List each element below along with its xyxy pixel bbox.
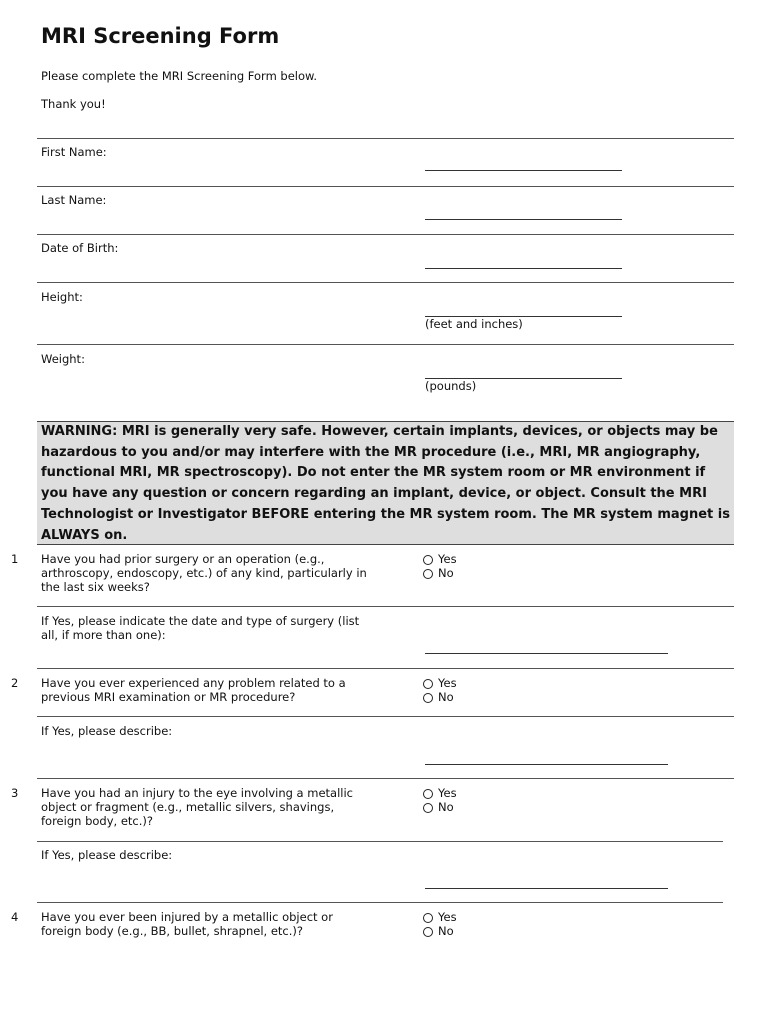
weight-unit: (pounds) xyxy=(425,379,477,393)
radio-icon[interactable] xyxy=(423,789,433,799)
q3-yes-option[interactable]: Yes xyxy=(423,786,457,800)
q2-yes-option[interactable]: Yes xyxy=(423,676,457,690)
question-4-text: Have you ever been injured by a metallic object or foreign body (e.g., BB, bullet, shrapnel, etc.)? xyxy=(41,910,333,938)
q4-no-option[interactable]: No xyxy=(423,924,454,938)
warning-box xyxy=(37,421,734,545)
height-unit: (feet and inches) xyxy=(425,317,523,331)
question-number: 3 xyxy=(11,786,19,800)
q1-yes-option[interactable]: Yes xyxy=(423,552,457,566)
question-2-text: Have you ever experienced any problem related to a previous MRI examination or MR procedure? xyxy=(41,676,346,704)
question-number: 2 xyxy=(11,676,19,690)
first-name-label: First Name: xyxy=(41,145,107,159)
page-title: MRI Screening Form xyxy=(41,24,280,48)
divider xyxy=(37,778,734,779)
divider xyxy=(37,186,734,187)
intro-text: Please complete the MRI Screening Form below. xyxy=(41,69,318,83)
divider xyxy=(37,841,723,842)
divider xyxy=(37,606,734,607)
dob-input[interactable] xyxy=(425,268,622,269)
divider xyxy=(37,716,734,717)
divider xyxy=(37,668,734,669)
question-3-text: Have you had an injury to the eye involving a metallic object or fragment (e.g., metallic silvers, shavings, foreign body, etc.)? xyxy=(41,786,354,828)
question-number: 4 xyxy=(11,910,19,924)
q3-followup-label: If Yes, please describe: xyxy=(41,848,173,862)
divider xyxy=(37,234,734,235)
radio-icon[interactable] xyxy=(423,927,433,937)
radio-icon[interactable] xyxy=(423,803,433,813)
q4-yes-option[interactable]: Yes xyxy=(423,910,457,924)
weight-label: Weight: xyxy=(41,352,85,366)
warning-text: WARNING: MRI is generally very safe. However, certain implants, devices, or objects may be hazardous to you and/or may interfere with the MR procedure (i.e., MRI, MR angiography, functional MRI, MR spectroscopy). Do not enter the MR system room or MR environment if you have any question or concern regarding an implant, device, or object. Consult the MRI Technologist or Investigator BEFORE entering the MR system room. The MR system magnet is ALWAYS on. xyxy=(41,424,730,543)
dob-label: Date of Birth: xyxy=(41,241,119,255)
radio-icon[interactable] xyxy=(423,693,433,703)
radio-icon[interactable] xyxy=(423,679,433,689)
divider xyxy=(37,344,734,345)
q2-followup-label: If Yes, please describe: xyxy=(41,724,173,738)
question-1-text: Have you had prior surgery or an operation (e.g., arthroscopy, endoscopy, etc.) of any kind, particularly in the last six weeks? xyxy=(41,552,367,594)
divider xyxy=(37,902,723,903)
radio-icon[interactable] xyxy=(423,913,433,923)
radio-icon[interactable] xyxy=(423,555,433,565)
question-number: 1 xyxy=(11,552,19,566)
first-name-input[interactable] xyxy=(425,170,622,171)
divider xyxy=(37,138,734,139)
last-name-input[interactable] xyxy=(425,219,622,220)
q3-followup-input[interactable] xyxy=(425,888,668,889)
radio-icon[interactable] xyxy=(423,569,433,579)
q2-followup-input[interactable] xyxy=(425,764,668,765)
last-name-label: Last Name: xyxy=(41,193,107,207)
q2-no-option[interactable]: No xyxy=(423,690,454,704)
thanks-text: Thank you! xyxy=(41,97,106,111)
q1-no-option[interactable]: No xyxy=(423,566,454,580)
height-label: Height: xyxy=(41,290,83,304)
divider xyxy=(37,282,734,283)
q1-followup-input[interactable] xyxy=(425,653,668,654)
q1-followup-label: If Yes, please indicate the date and type of surgery (list all, if more than one): xyxy=(41,614,360,642)
q3-no-option[interactable]: No xyxy=(423,800,454,814)
